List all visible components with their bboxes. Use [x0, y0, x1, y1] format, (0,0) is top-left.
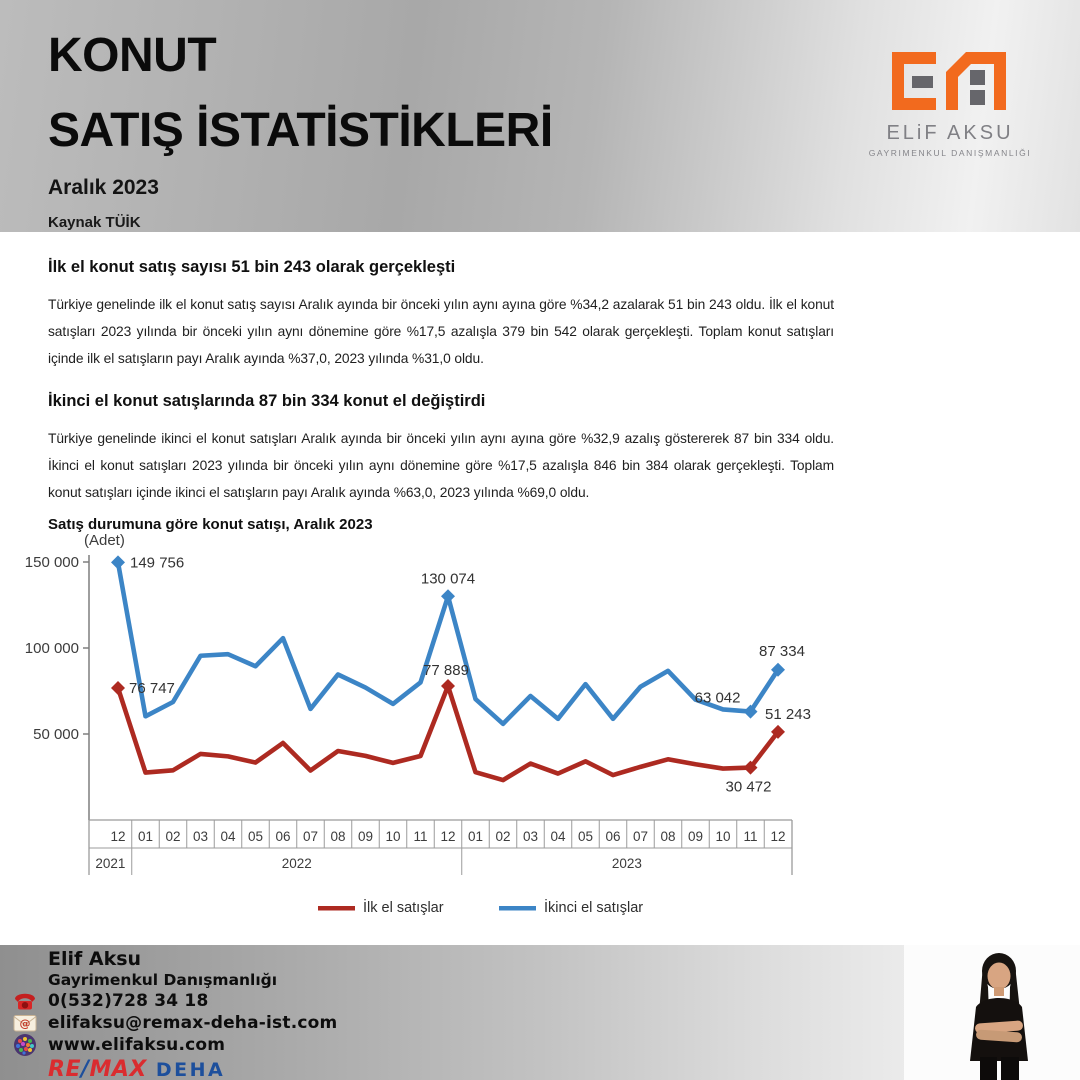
agent-name: Elif Aksu	[48, 948, 142, 970]
x-tick-label: 05	[577, 829, 594, 844]
x-tick-label: 01	[467, 829, 484, 844]
agent-role: Gayrimenkul Danışmanlığı	[48, 971, 278, 989]
y-axis-unit-label: (Adet)	[84, 532, 125, 549]
legend-label-1: İkinci el satışlar	[544, 900, 644, 916]
section-heading: İkinci el konut satışlarında 87 bin 334 konut el değiştirdi	[48, 392, 486, 410]
agent-photo	[904, 945, 1080, 1080]
remax-deha-brand	[10, 1057, 337, 1080]
globe-icon	[10, 1032, 40, 1058]
website-url: www.elifaksu.com	[48, 1035, 226, 1055]
legend-swatch-1	[499, 906, 536, 911]
year-label: 2023	[611, 856, 642, 871]
x-tick-label: 10	[715, 829, 731, 844]
data-point-label: 30 472	[725, 778, 772, 796]
page-title-line2: SATIŞ İSTATİSTİKLERİ	[48, 104, 553, 157]
x-tick-label: 02	[165, 829, 181, 844]
y-tick-label: 50 000	[33, 726, 79, 743]
report-period: Aralık 2023	[48, 176, 159, 199]
email-address: elifaksu@remax-deha-ist.com	[48, 1013, 338, 1033]
section-first-hand	[48, 258, 1032, 372]
series-line-0	[118, 686, 778, 780]
x-tick-label: 12	[110, 829, 126, 844]
logo-tagline: GAYRIMENKUL DANIŞMANLIĞI	[868, 148, 1032, 158]
x-tick-label: 01	[137, 829, 154, 844]
section-heading: İlk el konut satış sayısı 51 bin 243 olarak gerçekleşti	[48, 258, 456, 276]
phone-number: 0(532)728 34 18	[48, 991, 209, 1011]
contact-block	[10, 948, 337, 1080]
data-point-label: 51 243	[765, 705, 811, 723]
remax-slash: /	[80, 1057, 90, 1080]
sales-line-chart	[0, 525, 880, 925]
legend-swatch-0	[318, 906, 355, 911]
chart-title: Satış durumuna göre konut satışı, Aralık 2023	[48, 516, 373, 533]
x-tick-label: 09	[357, 829, 374, 844]
phone-row	[10, 990, 337, 1012]
svg-text:@: @	[19, 1017, 31, 1030]
remax-logo-text: RE/MAX	[48, 1057, 147, 1080]
data-point-marker	[111, 681, 125, 695]
x-tick-label: 03	[522, 829, 539, 844]
elif-aksu-logo	[850, 52, 1050, 158]
year-label: 2022	[281, 856, 312, 871]
x-tick-label: 07	[302, 829, 319, 844]
x-tick-label: 06	[275, 829, 291, 844]
x-tick-label: 03	[192, 829, 209, 844]
title-block	[48, 18, 553, 231]
header	[0, 0, 1080, 232]
year-label: 2021	[95, 856, 126, 871]
data-point-label: 76 747	[129, 679, 175, 697]
deha-logo-text: DEHA	[155, 1059, 226, 1080]
x-tick-label: 10	[385, 829, 401, 844]
data-point-label: 130 074	[420, 570, 476, 588]
x-tick-label: 11	[743, 829, 758, 844]
ea-monogram-icon	[892, 52, 1008, 110]
data-point-marker	[111, 555, 125, 569]
data-point-label: 77 889	[423, 662, 469, 680]
y-tick-label: 100 000	[24, 640, 79, 657]
legend-label-0: İlk el satışlar	[363, 900, 444, 916]
data-point-label: 63 042	[694, 689, 741, 707]
x-tick-label: 09	[687, 829, 704, 844]
x-tick-label: 08	[330, 829, 346, 844]
data-point-marker	[441, 589, 455, 603]
x-tick-label: 07	[632, 829, 649, 844]
section-paragraph: Türkiye genelinde ikinci el konut satışları Aralık ayında bir önceki yılın aynı ayına göre %32,9 azalış göstererek 87 bin 334 oldu. İkinci el konut satışları 2023 yılında bir önceki yılın aynı dönemine göre %17,5 azalışla 846 bin 384 olarak gerçekleşti. Toplam konut satışları içinde ikinci el satışların payı Aralık ayında %63,0, 2023 yılında %69,0 oldu.	[48, 431, 834, 500]
website-row	[10, 1034, 337, 1056]
data-point-label: 87 334	[759, 642, 805, 660]
x-tick-label: 04	[550, 829, 566, 844]
y-tick-label: 150 000	[24, 554, 79, 571]
x-tick-label: 02	[495, 829, 511, 844]
email-row	[10, 1012, 337, 1034]
logo-name: ELiF AKSU	[886, 122, 1014, 144]
page-title-line1: KONUT	[48, 29, 217, 82]
data-point-marker	[441, 679, 455, 693]
x-tick-label: 06	[605, 829, 621, 844]
data-source: Kaynak TÜİK	[48, 214, 141, 231]
section-paragraph: Türkiye genelinde ilk el konut satış sayısı Aralık ayında bir önceki yılın aynı ayına göre %34,2 azalarak 51 bin 243 oldu. İlk el konut satışları 2023 yılında bir önceki yılın aynı dönemine göre %17,5 azalışla 379 bin 542 olarak gerçekleşti. Toplam konut satışları içinde ilk el satışların payı Aralık ayında %37,0, 2023 yılında %31,0 oldu.	[48, 297, 834, 366]
x-tick-label: 08	[660, 829, 676, 844]
x-tick-label: 04	[220, 829, 236, 844]
data-point-label: 149 756	[130, 554, 185, 572]
x-tick-label: 11	[413, 829, 428, 844]
x-tick-label: 05	[247, 829, 264, 844]
x-tick-label: 12	[440, 829, 456, 844]
x-tick-label: 12	[770, 829, 786, 844]
section-second-hand	[48, 392, 1032, 506]
footer	[0, 942, 1080, 1080]
